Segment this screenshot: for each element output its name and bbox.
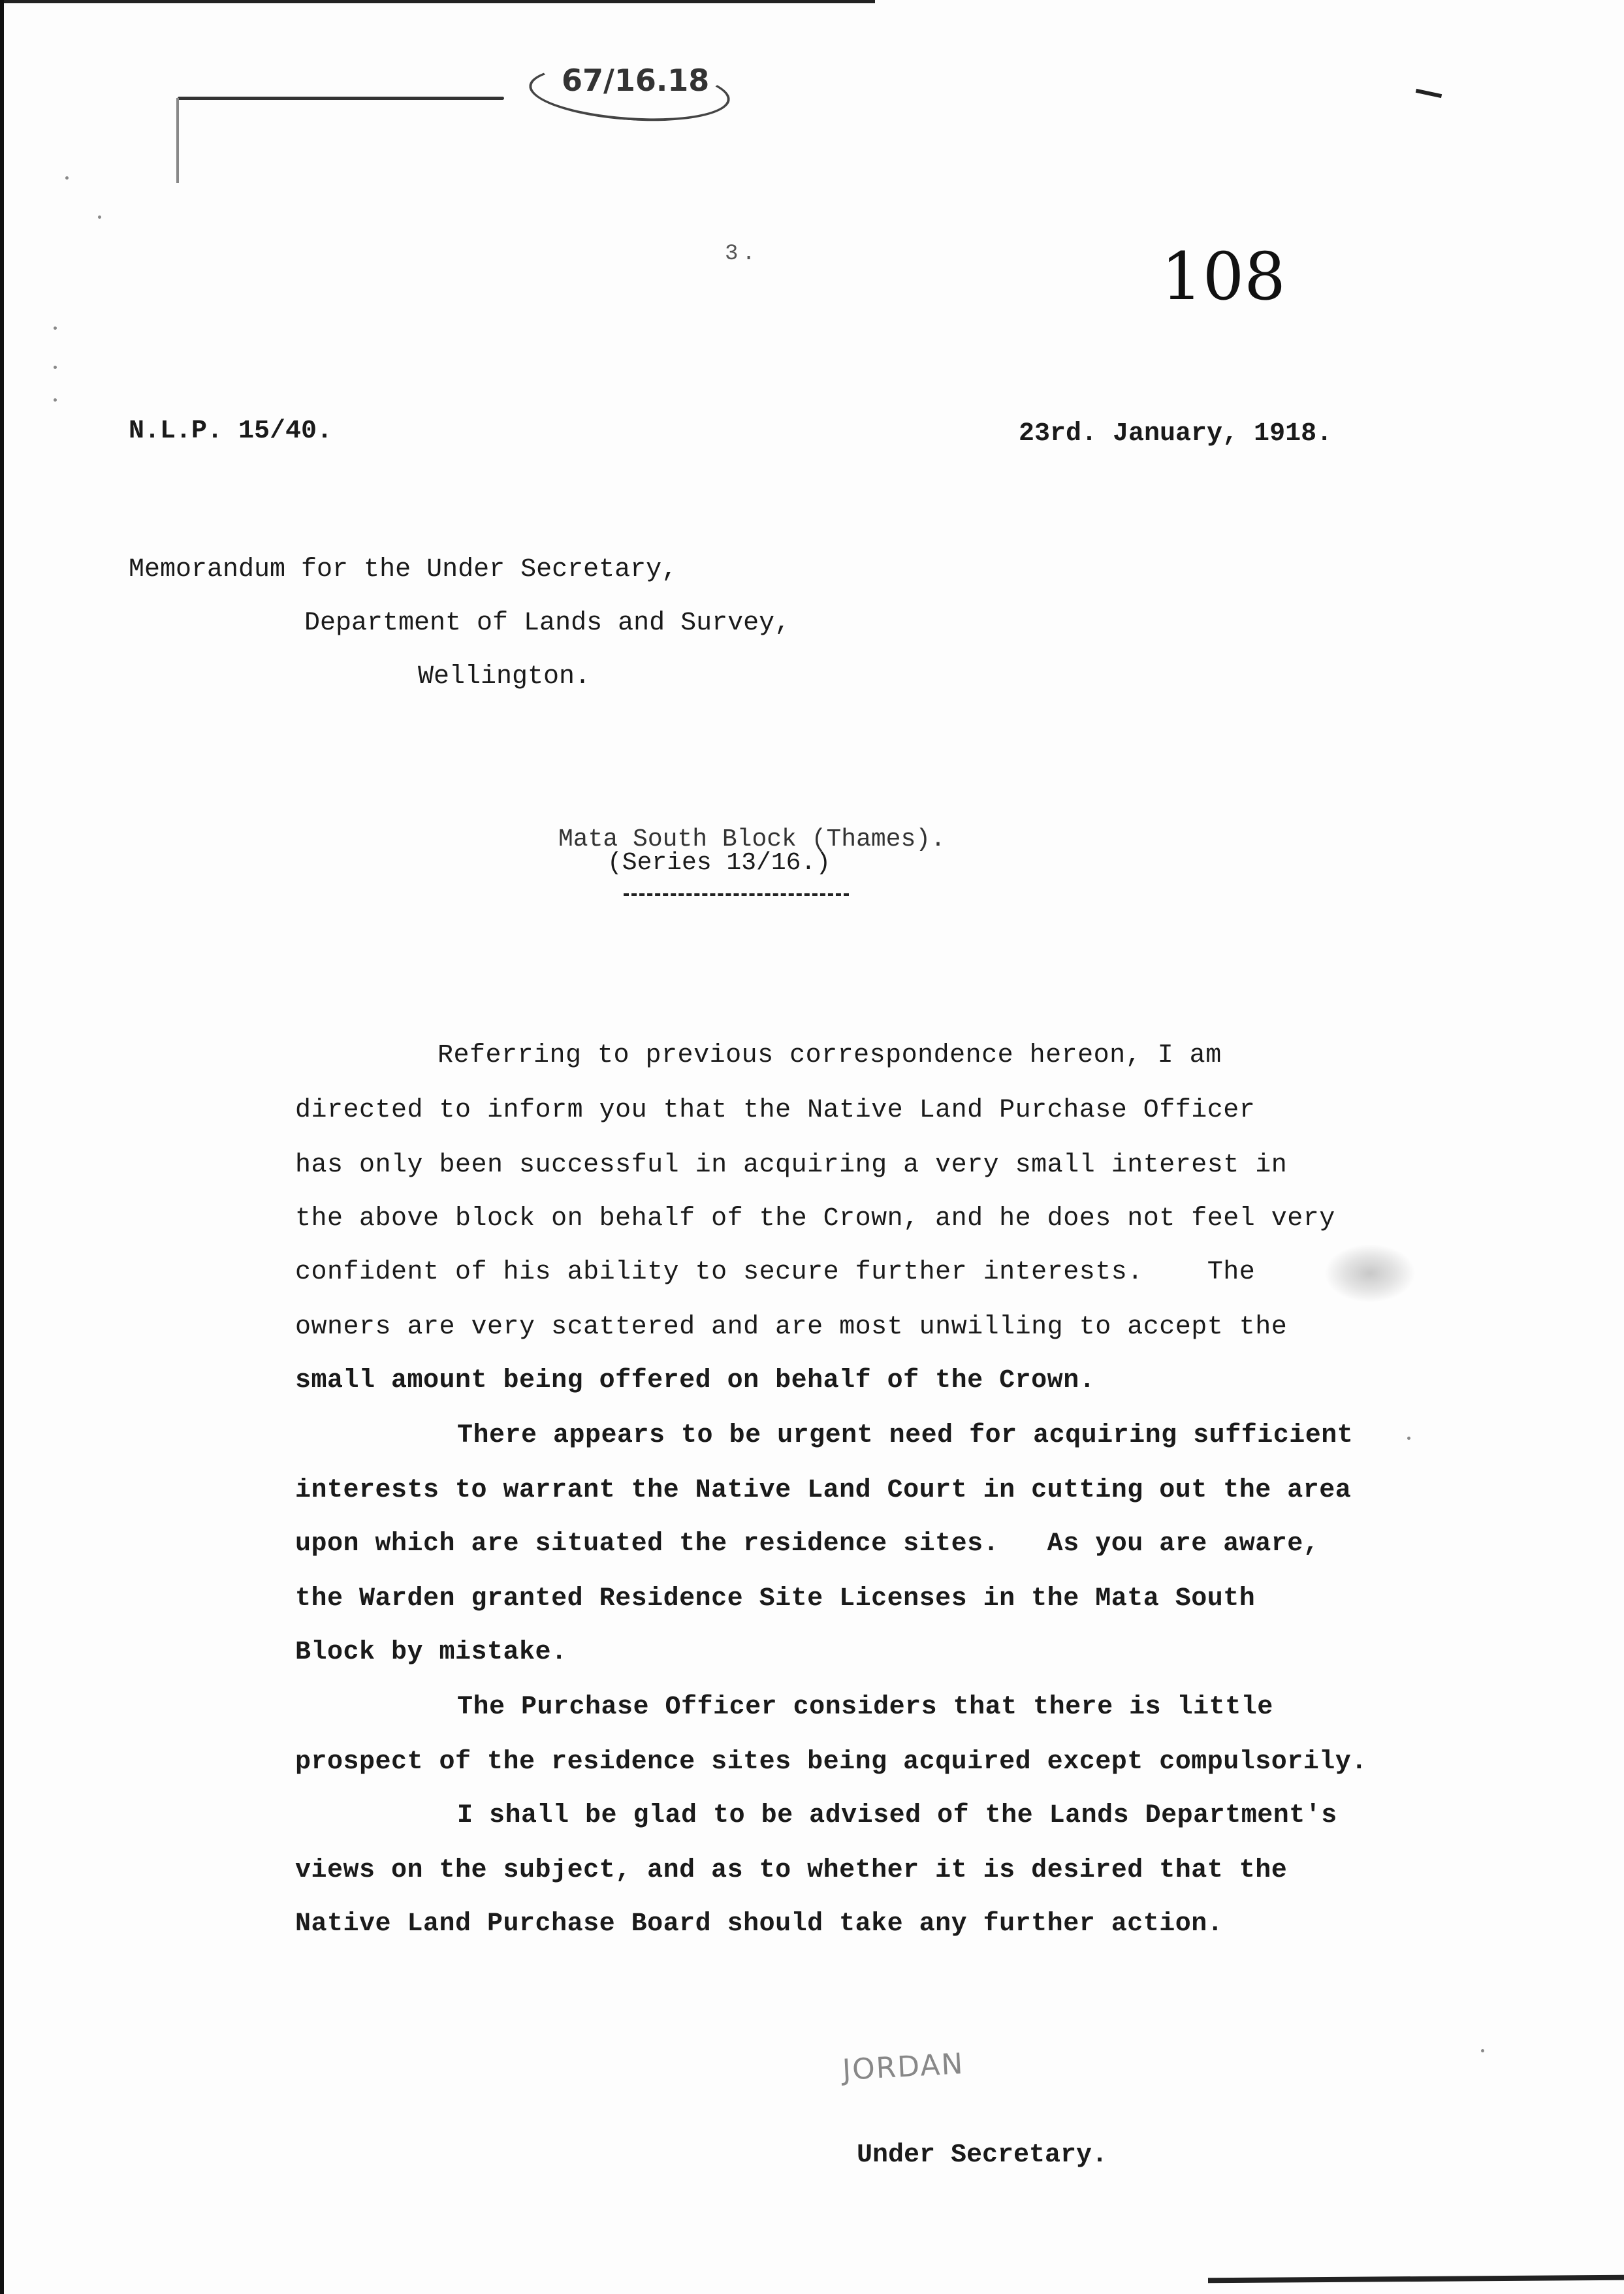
body-line: Block by mistake. — [295, 1638, 567, 1667]
scan-edge-left — [0, 0, 4, 2294]
subject-title: Mata South Block (Thames). — [558, 825, 946, 853]
body-line: upon which are situated the residence sites. As you are aware, — [295, 1529, 1320, 1559]
scan-speck — [98, 215, 101, 219]
body-line: The Purchase Officer considers that there is little — [457, 1693, 1273, 1722]
address-line-3: Wellington. — [418, 662, 591, 692]
letter-date: 23rd. January, 1918. — [1019, 419, 1333, 449]
body-line: has only been successful in acquiring a very small interest in — [295, 1151, 1288, 1180]
scan-speck — [54, 366, 57, 369]
body-line: prospect of the residence sites being acquired except compulsorily. — [295, 1747, 1367, 1777]
scan-edge-top — [0, 0, 875, 3]
stamp-text: 67/16.18 — [562, 63, 710, 98]
signature-title: Under Secretary. — [857, 2141, 1108, 2170]
subject-series: (Series 13/16.) — [607, 849, 831, 877]
ink-smudge — [1324, 1244, 1416, 1303]
file-reference: N.L.P. 15/40. — [129, 417, 333, 446]
subject-underline — [624, 893, 849, 896]
scan-edge-bottom — [1208, 2275, 1624, 2283]
address-line-1: Memorandum for the Under Secretary, — [129, 555, 678, 584]
signature-stamp: JORDAN — [841, 2047, 965, 2087]
body-line: the above block on behalf of the Crown, and he does not feel very — [295, 1204, 1335, 1234]
page-number: 108 — [1161, 238, 1286, 315]
corner-mark — [1416, 89, 1442, 98]
body-line: There appears to be urgent need for acquiring sufficient — [457, 1421, 1354, 1450]
body-line: views on the subject, and as to whether it is desired that the — [295, 1856, 1288, 1885]
header-mark: 3. — [725, 242, 759, 266]
body-line: Native Land Purchase Board should take any further action. — [295, 1909, 1224, 1939]
scan-speck — [54, 398, 57, 402]
body-line: interests to warrant the Native Land Court in cutting out the area — [295, 1476, 1352, 1505]
body-line: small amount being offered on behalf of the Crown. — [295, 1366, 1096, 1395]
scan-speck — [1481, 2049, 1484, 2052]
body-line: confident of his ability to secure further interests. The — [295, 1258, 1256, 1287]
body-line: the Warden granted Residence Site Licenses in the Mata South — [295, 1584, 1256, 1614]
body-line: I shall be glad to be advised of the Lands Department's — [457, 1801, 1337, 1830]
scan-speck — [54, 327, 57, 330]
address-line-2: Department of Lands and Survey, — [304, 609, 791, 638]
scan-speck — [65, 176, 69, 180]
body-line: owners are very scattered and are most unwilling to accept the — [295, 1313, 1288, 1342]
body-line: Referring to previous correspondence hereon, I am — [438, 1041, 1222, 1070]
pen-tick — [176, 98, 179, 183]
pen-stroke — [178, 97, 504, 100]
body-line: directed to inform you that the Native Land Purchase Officer — [295, 1096, 1256, 1125]
scan-speck — [1407, 1437, 1410, 1440]
